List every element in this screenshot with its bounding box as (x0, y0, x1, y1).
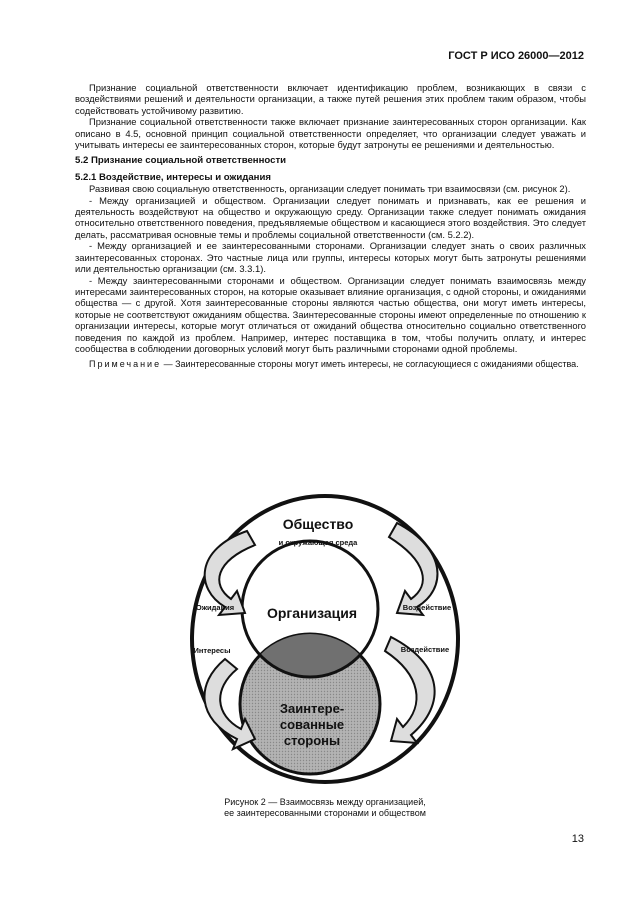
society-subtitle: и окружающая среда (278, 538, 358, 547)
figure-caption (150, 797, 500, 819)
note-text: — Заинтересованные стороны могут иметь интересы, не согласующиеся с ожиданиями общества. (161, 359, 579, 370)
document-body (75, 82, 586, 371)
label-interests: Интересы (193, 646, 231, 655)
stakeholders-label-line2: сованные (279, 717, 345, 732)
paragraph-stakeholders-society: - Между заинтересованными сторонами и обществом. Организации следует понимать взаимосвязь между интересами заинтересованных сторон, на которые оказывает влияние организация, с одной стороны, и ожиданиями общества — с другой. Хотя заинтересованные стороны являются частью общества, они могут иметь интересы, которые не соответствуют ожиданиям общества. Заинтересованные стороны имеют определенные по отношению к организации интересы, которые могут отличаться от ожиданий общества относительно социально ответственного поведения по каждой из проблем. Например, интерес поставщика в том, чтобы получить оплату, и интерес сообщества в соблюдении договорных условий могут быть различными сторонами одной проблемы. (75, 274, 586, 354)
arrow-impact-1-icon (389, 523, 437, 615)
stakeholders-label-line1: Заинтере- (279, 701, 345, 716)
note-label: Примечание (89, 359, 162, 370)
society-title: Общество (282, 516, 354, 532)
document-header: ГОСТ Р ИСО 26000—2012 (448, 50, 584, 62)
stakeholders-label-line3: стороны (283, 733, 341, 748)
paragraph-recognition-2: Признание социальной ответственности также включает признание заинтересованных сторон организации. Как описано в 4.5, основной принцип социальной ответственности определяет, что организации следует уважать и учитывать интересы ее заинтересованных сторон, которые будут затронуты ее решениями и деятельностью. (75, 116, 586, 151)
label-impact-2: Воздействие (400, 645, 450, 654)
paragraph-three-relations: Развивая свою социальную ответственность, организации следует понимать три взаимосвязи (см. рисунок 2). (89, 183, 571, 195)
section-heading-5-2: 5.2 Признание социальной ответственности (75, 155, 287, 167)
paragraph-recognition-1: Признание социальной ответственности включает идентификацию проблем, возникающих в связи с воздействиями решений и деятельности организации, а также путей решения этих проблем таким образом, чтобы содействовать устойчивому развитию. (75, 82, 586, 116)
paragraph-org-stakeholders: - Между организацией и ее заинтересованными сторонами. Организации следует знать о своих различных заинтересованных сторонах. Это частные лица или группы, интересы которых могут быть затронуты решениями или деятельностью организации (см. 3.3.1). (75, 240, 586, 275)
label-impact-1: Воздействие (402, 603, 452, 612)
caption-line-2: ее заинтересованными сторонами и обществом (224, 808, 426, 818)
caption-line-1: Рисунок 2 — Взаимосвязь между организацией, (224, 797, 426, 807)
relationship-diagram (185, 489, 465, 789)
label-expectations: Ожидания (195, 603, 235, 612)
note (75, 359, 586, 370)
page-number: 13 (571, 833, 584, 845)
paragraph-org-society: - Между организацией и обществом. Организации следует понимать и признавать, как ее решения и деятельность воздействуют на общество и окружающую среду. Организации также следует понимать ожидания относительно ответственного поведения, предъявляемые обществом и касающиеся этого воздействия. Это следует делать, рассматривая основные темы и проблемы социальной ответственности (см. 5.2.2). (75, 194, 586, 240)
organization-label: Организация (266, 605, 358, 621)
subsection-heading-5-2-1: 5.2.1 Воздействие, интересы и ожидания (75, 171, 271, 183)
diagram-svg (185, 489, 465, 789)
